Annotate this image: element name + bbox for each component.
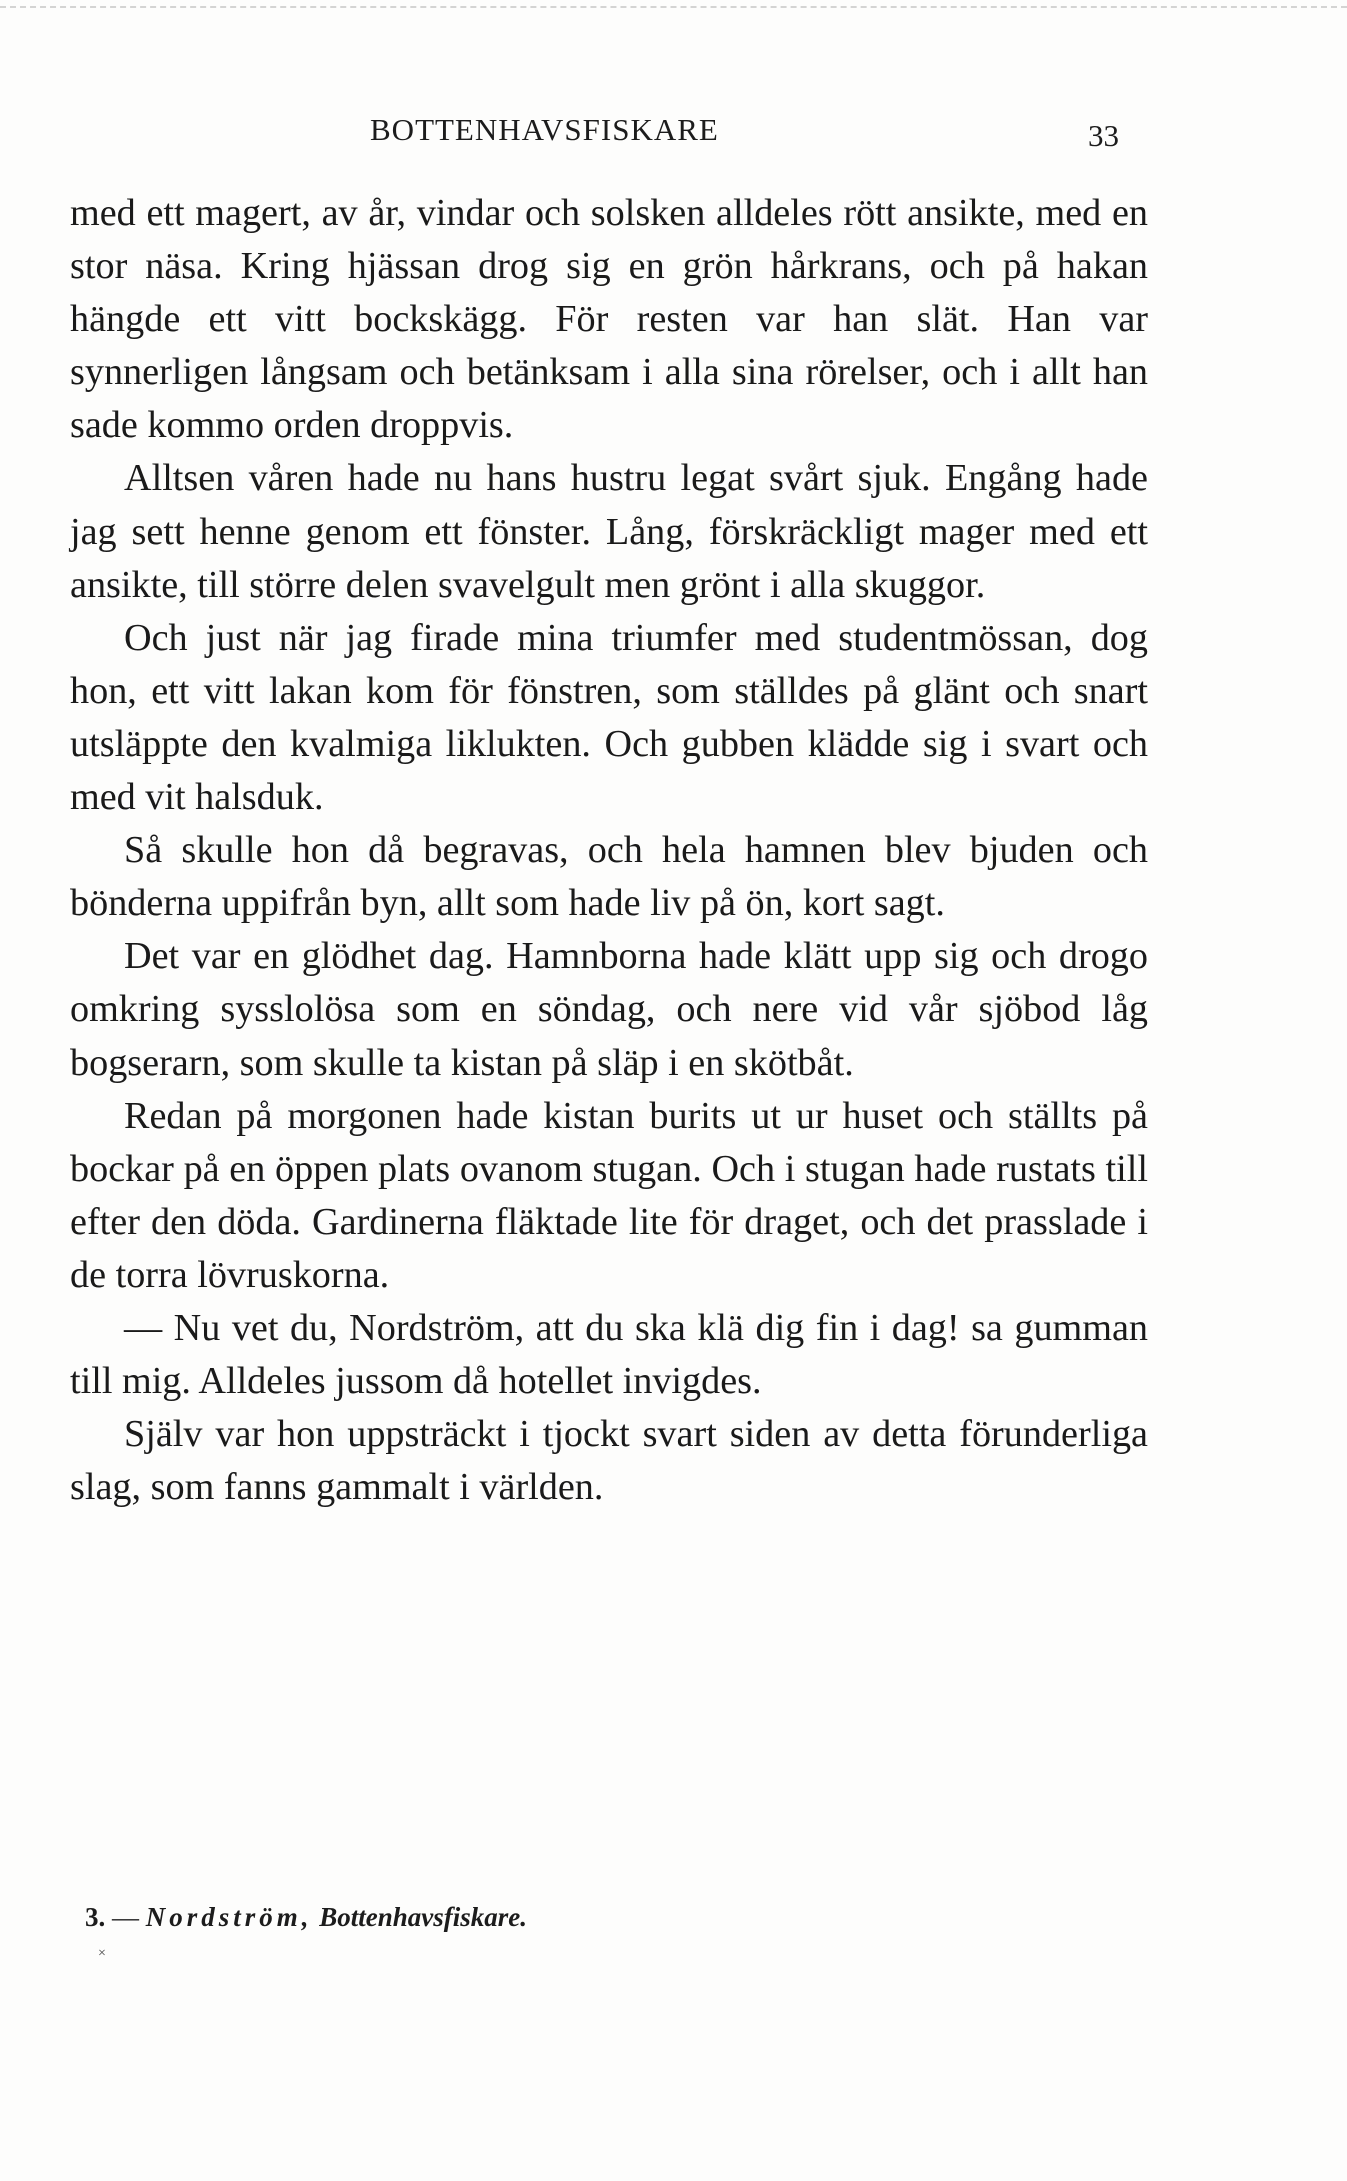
signature-author: Nordström, [145,1902,313,1932]
paragraph: Det var en glödhet dag. Hamnborna hade klätt upp sig och drogo omkring sysslolösa som en söndag, och nere vid vår sjöbod låg bogserarn, som skulle ta kistan på släp i en skötbåt. [70,935,1148,1084]
signature-book-title: Bottenhavsfiskare. [319,1902,528,1932]
paragraph-dialogue: — Nu vet du, Nordström, att du ska klä dig fin i dag! sa gumman till mig. Alldeles jussom då hotellet invigdes. [70,1306,1148,1403]
paragraph: Själv var hon uppsträckt i tjockt svart siden av detta förunderliga slag, som fanns gammalt i världen. [70,1413,1148,1509]
paragraph: Så skulle hon då begravas, och hela hamnen blev bjuden och bönderna uppifrån byn, allt som hade liv på ön, kort sagt. [70,829,1148,925]
running-title: BOTTENHAVSFISKARE [370,112,719,147]
signature-line [85,1902,527,1933]
body-text [70,187,1148,1514]
paragraph: Redan på morgonen hade kistan burits ut ur huset och ställts på bockar på en öppen plats ovanom stugan. Och i stugan hade rustats till efter den döda. Gardinerna fläktade lite för draget, och det prasslade i de torra lövruskorna. [70,1094,1148,1296]
paragraph: Och just när jag firade mina triumfer med studentmössan, dog hon, ett vitt lakan kom för fönstren, som ställdes på glänt och snart utsläppte den kvalmiga liklukten. Och gubben klädde sig i svart och med vit halsduk. [70,616,1148,819]
print-speck: × [98,1946,106,1961]
paragraph: Alltsen våren hade nu hans hustru legat svårt sjuk. Engång hade jag sett henne genom ett fönster. Lång, förskräckligt mager med ett ansikte, till större delen svavelgult men grönt i alla skuggor. [70,457,1148,606]
paragraph-continued: med ett magert, av år, vindar och solsken alldeles rött ansikte, med en stor näsa. Kring hjässan drog sig en grön hårkrans, och på hakan hängde ett vitt bockskägg. För resten var han slät. Han var synnerligen långsam och betänksam i alla sina rörelser, och i allt han sade kommo orden droppvis. [70,192,1148,447]
page-top-edge [0,6,1347,8]
signature-mark: 3. [85,1902,106,1932]
page-number: 33 [1088,118,1119,153]
signature-dash: — [112,1902,139,1932]
